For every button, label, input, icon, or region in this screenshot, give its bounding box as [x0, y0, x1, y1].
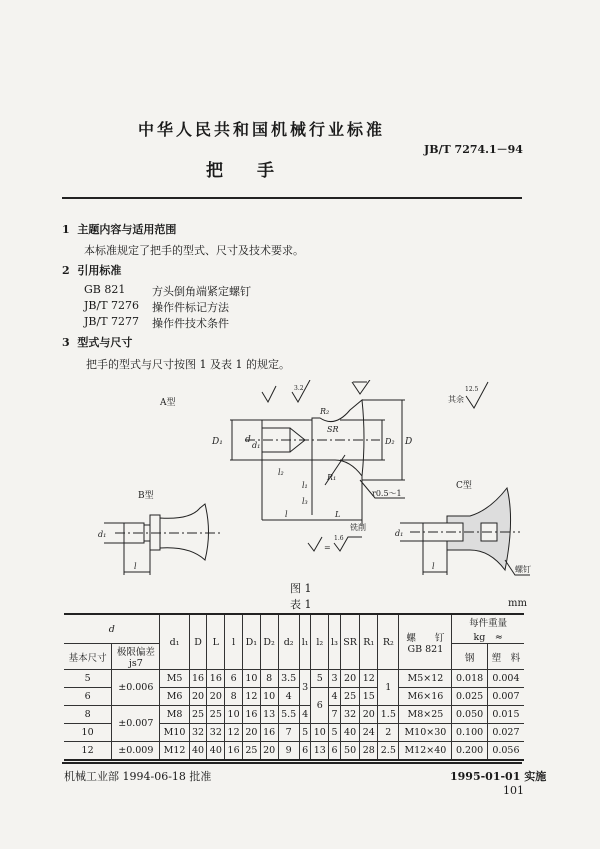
table-cell: M5×12	[399, 670, 452, 688]
table-cell: M6×16	[399, 688, 452, 706]
table-cell: 13	[311, 742, 329, 761]
weight-label: 每件重量	[469, 618, 508, 629]
dim-l2: l₂	[278, 468, 284, 477]
table-row	[64, 742, 524, 761]
fillet-note: r0.5～1	[372, 489, 402, 498]
table-cell: 10	[242, 670, 260, 688]
table-cell: 0.004	[487, 670, 524, 688]
dim-l: l	[432, 562, 435, 571]
dim-R2: R₂	[320, 407, 330, 416]
reference-name: 操作件技术条件	[152, 317, 229, 330]
table-cell: ±0.007	[112, 706, 160, 742]
table-cell: 50	[340, 742, 360, 761]
dim-d1: d₁	[98, 530, 107, 539]
weight-unit: kg ≈	[473, 632, 503, 643]
header-screw	[399, 614, 452, 670]
dim-L: L	[335, 510, 341, 519]
table-cell: 2	[378, 724, 399, 742]
column-header: D	[189, 614, 207, 670]
table-cell: 2.5	[378, 742, 399, 761]
table-cell: M12	[160, 742, 189, 761]
table-cell: 3.5	[278, 670, 299, 688]
tolerance-label: 极限偏差	[116, 647, 155, 658]
knurl-note: 铣削	[350, 523, 366, 532]
section-number: 2	[62, 264, 70, 277]
table-cell: M8	[160, 706, 189, 724]
table-row	[64, 670, 524, 688]
table-cell: 10	[260, 688, 278, 706]
table-cell: 40	[189, 742, 207, 761]
table-cell: 24	[360, 724, 378, 742]
table-cell: M10×30	[399, 724, 452, 742]
section-2-heading	[62, 262, 121, 278]
table-cell: 32	[189, 724, 207, 742]
column-header: l₃	[329, 614, 341, 670]
type-a-handle	[230, 380, 405, 526]
table-cell: 40	[340, 724, 360, 742]
table-cell: 8	[260, 670, 278, 688]
table-cell: 5	[311, 670, 329, 688]
rest-roughness-value: 12.5	[465, 386, 479, 393]
table-cell: 25	[242, 742, 260, 761]
column-header: d₁	[160, 614, 189, 670]
table-cell: 0.015	[487, 706, 524, 724]
header-steel: 钢	[452, 644, 488, 670]
table-cell: 28	[360, 742, 378, 761]
table-cell: 6	[311, 688, 329, 724]
table-cell: 6	[329, 742, 341, 761]
table-cell: 1.5	[378, 706, 399, 724]
column-header: D₂	[260, 614, 278, 670]
table-cell: 25	[340, 688, 360, 706]
reference-code: JB/T 7277	[84, 315, 140, 328]
screw-note: 螺钉	[515, 565, 531, 574]
table-row	[64, 706, 524, 724]
screw-label: 螺 钉	[406, 632, 445, 644]
reference-code: JB/T 7276	[84, 299, 140, 312]
table-cell: 20	[242, 724, 260, 742]
table-cell: 12	[360, 670, 378, 688]
type-c-label: C型	[456, 481, 472, 491]
column-header: l₁	[299, 614, 311, 670]
dim-D: D	[405, 437, 413, 447]
footer-divider	[62, 762, 522, 764]
page-number: 101	[503, 784, 524, 797]
table-cell: 32	[207, 724, 225, 742]
section-3-heading	[62, 334, 132, 350]
header-d: d	[64, 614, 160, 644]
figure-caption: 图 1	[290, 582, 312, 595]
table-cell: 1	[378, 670, 399, 706]
header-tolerance	[112, 644, 160, 670]
table-caption: 表 1	[290, 598, 312, 611]
dim-l: l	[134, 562, 137, 571]
table-cell: 0.056	[487, 742, 524, 761]
section-3-text: 把手的型式与尺寸按图 1 及表 1 的规定。	[86, 358, 290, 371]
table-cell: 4	[299, 706, 311, 724]
table-cell: 20	[260, 742, 278, 761]
table-cell: 3	[299, 670, 311, 706]
dim-l: l	[285, 510, 288, 519]
column-header: L	[207, 614, 225, 670]
roughness-value: 1.6	[334, 535, 344, 542]
header-base-size: 基本尺寸	[64, 644, 112, 670]
header-weight	[452, 614, 524, 644]
table-cell: 12	[242, 688, 260, 706]
table-cell: 7	[278, 724, 299, 742]
table-cell: 40	[207, 742, 225, 761]
table-cell: 16	[242, 706, 260, 724]
dim-D1: D₁	[212, 437, 223, 447]
svg-text:=: =	[324, 543, 331, 552]
table-cell: 6	[225, 670, 243, 688]
page-title: 把 手	[206, 161, 274, 181]
table-cell: 6	[299, 742, 311, 761]
table-cell: 8	[64, 706, 112, 724]
dim-l1: l₁	[302, 481, 308, 490]
reference-name: 方头倒角端紧定螺钉	[152, 285, 251, 298]
standard-code: JB/T 7274.1－94	[424, 143, 523, 156]
table-cell: 9	[278, 742, 299, 761]
table-cell: 4	[329, 688, 341, 706]
dimensions-table	[64, 613, 524, 761]
table-cell: 16	[189, 670, 207, 688]
dim-d: d	[245, 435, 251, 445]
type-c-handle	[400, 488, 530, 575]
approval-note: 机械工业部 1994-06-18 批准	[64, 770, 212, 783]
roughness-value: 3.2	[294, 385, 304, 392]
roughness-symbol-icon	[308, 537, 322, 551]
dim-d1: d₁	[395, 529, 404, 538]
section-title: 主题内容与适用范围	[77, 223, 177, 236]
column-header: l	[225, 614, 243, 670]
column-header: R₂	[378, 614, 399, 670]
column-header: D₁	[242, 614, 260, 670]
column-header: l₂	[311, 614, 329, 670]
table-cell: 16	[260, 724, 278, 742]
table-header-row	[64, 614, 524, 644]
table-cell: 20	[360, 706, 378, 724]
table-cell: 12	[64, 742, 112, 761]
column-header: R₁	[360, 614, 378, 670]
table-cell: 12	[225, 724, 243, 742]
table-cell: 32	[340, 706, 360, 724]
table-cell: 7	[329, 706, 341, 724]
table-cell: 5	[329, 724, 341, 742]
table-cell: 10	[311, 724, 329, 742]
table-cell: 25	[207, 706, 225, 724]
column-header: d₂	[278, 614, 299, 670]
section-number: 1	[62, 223, 70, 236]
table-cell: 5	[299, 724, 311, 742]
table-cell: M12×40	[399, 742, 452, 761]
table-cell: 4	[278, 688, 299, 706]
table-cell: M6	[160, 688, 189, 706]
effective-date: 1995-01-01 实施	[450, 770, 547, 783]
table-cell: 0.027	[487, 724, 524, 742]
table-cell: 0.025	[452, 688, 488, 706]
table-unit: mm	[508, 598, 527, 609]
header-plastic: 塑 料	[487, 644, 524, 670]
dim-D2: D₂	[385, 437, 395, 446]
table-cell: 20	[207, 688, 225, 706]
dim-d1: d₁	[252, 441, 261, 450]
dim-R1: R₁	[327, 473, 337, 482]
type-b-handle	[104, 504, 220, 575]
table-cell: 15	[360, 688, 378, 706]
screw-standard: GB 821	[407, 643, 444, 655]
table-cell: M8×25	[399, 706, 452, 724]
table-cell: 5.5	[278, 706, 299, 724]
dim-SR: SR	[327, 425, 339, 434]
section-1-heading	[62, 221, 176, 237]
table-cell: 3	[329, 670, 341, 688]
table-cell: 0.007	[487, 688, 524, 706]
reference-code: GB 821	[84, 283, 126, 296]
table-cell: 20	[340, 670, 360, 688]
figure-1-drawing	[0, 380, 600, 595]
section-number: 3	[62, 336, 70, 349]
table-cell: 25	[189, 706, 207, 724]
dim-l3: l₃	[302, 497, 308, 506]
tolerance-grade: js7	[128, 658, 143, 669]
table-cell: M5	[160, 670, 189, 688]
table-cell: 0.200	[452, 742, 488, 761]
table-cell: M10	[160, 724, 189, 742]
table-cell: 13	[260, 706, 278, 724]
issuing-body: 中华人民共和国机械行业标准	[138, 120, 386, 139]
type-a-label: A型	[160, 398, 176, 408]
table-cell: 0.018	[452, 670, 488, 688]
type-b-label: B型	[138, 491, 154, 501]
table-cell: 10	[225, 706, 243, 724]
table-cell: 6	[64, 688, 112, 706]
section-title: 型式与尺寸	[77, 336, 133, 349]
rest-roughness-label: 其余	[448, 395, 464, 404]
reference-name: 操作件标记方法	[152, 301, 229, 314]
table-cell: 16	[207, 670, 225, 688]
table-cell: 10	[64, 724, 112, 742]
section-title: 引用标准	[77, 264, 122, 277]
header-divider	[62, 197, 522, 199]
table-cell: 8	[225, 688, 243, 706]
table-cell: 20	[189, 688, 207, 706]
table-cell: ±0.006	[112, 670, 160, 706]
table-cell: 16	[225, 742, 243, 761]
table-cell: 0.100	[452, 724, 488, 742]
table-cell: 5	[64, 670, 112, 688]
column-header: SR	[340, 614, 360, 670]
table-cell: ±0.009	[112, 742, 160, 761]
table-cell: 0.050	[452, 706, 488, 724]
section-1-text: 本标准规定了把手的型式、尺寸及技术要求。	[84, 244, 304, 257]
